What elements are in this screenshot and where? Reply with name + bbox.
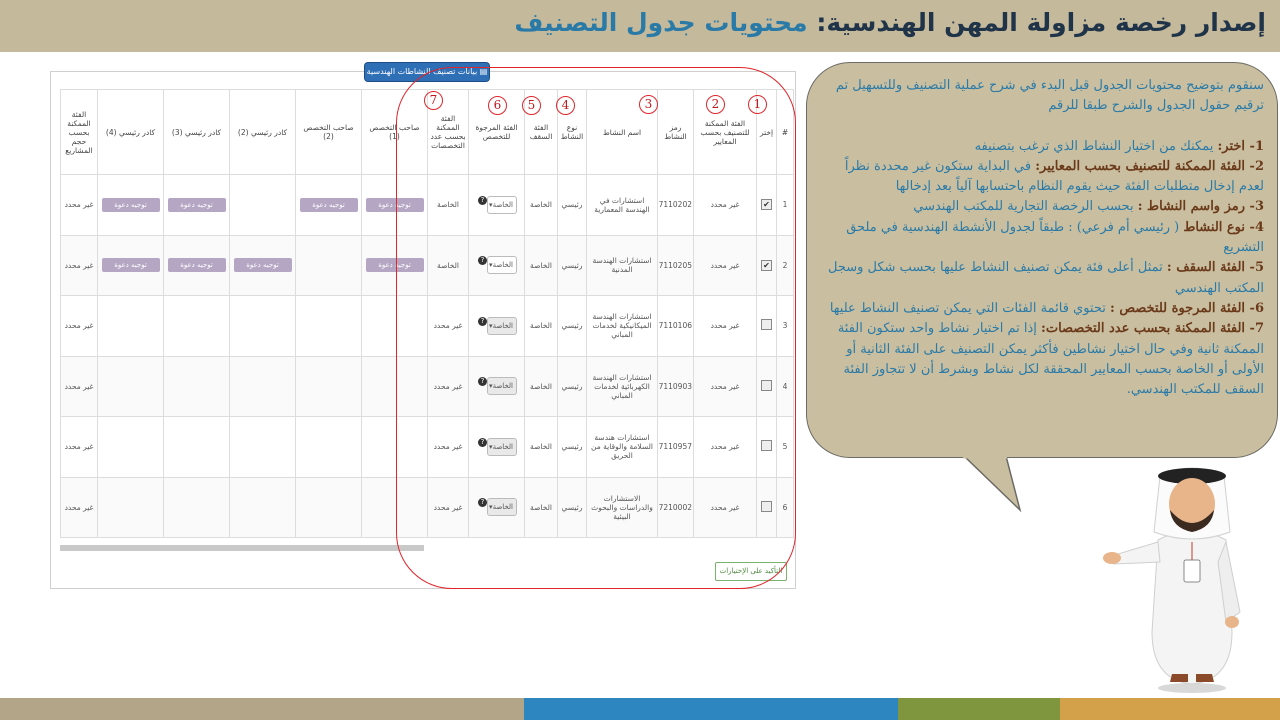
- footer-segment-4: [1060, 698, 1280, 720]
- table-header-cell: اسم النشاط: [587, 90, 658, 175]
- table-header-cell: الفئة الممكنة بحسب حجم المشاريع: [61, 90, 98, 175]
- cell-type: رئيسي: [558, 296, 587, 357]
- cell-type: رئيسي: [558, 235, 587, 296]
- page-title: [514, 8, 1266, 37]
- bubble-intro: سنقوم بتوضيح محتويات الجدول قبل البدء في شرح عملية التصنيف وللتسهيل تم ترقيم حقول الجدول والشرح طبقا للرقم: [835, 78, 1264, 114]
- cell-type: رئيسي: [558, 417, 587, 478]
- marker-3: 3: [639, 95, 658, 114]
- help-icon[interactable]: ?: [478, 377, 487, 386]
- footer-bar: [0, 698, 1280, 720]
- bubble-text: [822, 76, 1264, 400]
- cell-name: استشارات في الهندسة المعمارية: [587, 175, 658, 236]
- bubble-item-text: في البداية ستكون غير محددة نظراً لعدم إدخال متطلبات الفئة حيث يقوم النظام باحتسابها آلياً بعد إدخالها: [844, 158, 1264, 195]
- send-invite-button[interactable]: توجيه دعوة: [234, 258, 292, 272]
- invite-cell: [230, 417, 296, 478]
- title-part-1: إصدار رخصة مزاولة المهن الهندسية:: [816, 8, 1266, 37]
- cell-n: 6: [777, 477, 794, 538]
- cell-code: 7110957: [658, 417, 694, 478]
- cell-cat-criteria: غير محدد: [694, 296, 757, 357]
- title-part-2: محتويات جدول التصنيف: [514, 8, 808, 37]
- cell-code: 7110205: [658, 235, 694, 296]
- table-header-cell: الفئة السقف: [525, 90, 558, 175]
- speech-bubble-tail: [958, 456, 1028, 516]
- cell-cat-criteria: غير محدد: [694, 235, 757, 296]
- cell-by-size: غير محدد: [61, 417, 98, 478]
- cell-n: 2: [777, 235, 794, 296]
- help-icon[interactable]: ?: [478, 317, 487, 326]
- marker-7: 7: [424, 91, 443, 110]
- table-header-cell: الفئة الممكنة بحسب عدد التخصصات: [428, 90, 469, 175]
- table-header-cell: كادر رئيسي (2): [230, 90, 296, 175]
- classification-tab-label: بيانات تصنيف النشاطات الهندسية: [366, 67, 478, 76]
- desired-category-value: الخاصة: [492, 503, 513, 512]
- cell-ceiling: الخاصة: [525, 356, 558, 417]
- bubble-item: [822, 157, 1264, 198]
- header-bar: [0, 0, 1280, 52]
- chevron-down-icon: ▾: [489, 503, 493, 512]
- table-header-cell: الفئة المرجوة للتخصص: [469, 90, 525, 175]
- cell-by-specs: غير محدد: [428, 477, 469, 538]
- invite-cell: [296, 296, 362, 357]
- table-header-cell: إختر: [757, 90, 777, 175]
- cell-cat-criteria: غير محدد: [694, 477, 757, 538]
- bubble-item-label: 7- الفئة الممكنة بحسب عدد التخصصات:: [1041, 321, 1264, 337]
- bubble-item-label: 3- رمز واسم النشاط :: [1137, 199, 1264, 215]
- bubble-item-text: تحتوي قائمة الفئات التي يمكن تصنيف النشاط عليها: [829, 300, 1110, 316]
- cell-by-specs: الخاصة: [428, 175, 469, 236]
- cell-cat-criteria: غير محدد: [694, 356, 757, 417]
- select-checkbox[interactable]: ✔: [761, 260, 772, 271]
- chevron-down-icon: ▾: [489, 442, 493, 451]
- cell-name: استشارات هندسة السلامة والوقاية من الحريق: [587, 417, 658, 478]
- invite-cell: [98, 296, 164, 357]
- table-header-cell: صاحب التخصص (2): [296, 90, 362, 175]
- send-invite-button[interactable]: توجيه دعوة: [102, 258, 160, 272]
- desired-category-value: الخاصة: [492, 261, 513, 270]
- bubble-item: [822, 319, 1264, 400]
- table-header-cell: #: [777, 90, 794, 175]
- document-icon: ▤: [477, 67, 488, 76]
- bubble-item-label: 1- اختر:: [1217, 138, 1264, 154]
- send-invite-button[interactable]: توجيه دعوة: [168, 198, 226, 212]
- cell-ceiling: الخاصة: [525, 235, 558, 296]
- select-checkbox[interactable]: ✔: [761, 199, 772, 210]
- table-header-cell: رمز النشاط: [658, 90, 694, 175]
- bubble-item-label: 4- نوع النشاط: [1183, 219, 1264, 235]
- bubble-item-text: ( رئيسي أم فرعي) : طبقاً لجدول الأنشطة الهندسية في ملحق التشريع: [846, 219, 1264, 256]
- help-icon[interactable]: ?: [478, 196, 487, 205]
- invite-cell: [164, 417, 230, 478]
- table-header-cell: صاحب التخصص (1): [362, 90, 428, 175]
- chevron-down-icon: ▾: [489, 200, 493, 209]
- invite-cell: [230, 477, 296, 538]
- cell-n: 5: [777, 417, 794, 478]
- cell-code: 7210002: [658, 477, 694, 538]
- table-header-cell: نوع النشاط: [558, 90, 587, 175]
- invite-cell: [296, 356, 362, 417]
- cell-cat-criteria: غير محدد: [694, 417, 757, 478]
- cell-by-size: غير محدد: [61, 175, 98, 236]
- bubble-item: [822, 258, 1264, 299]
- cell-by-specs: الخاصة: [428, 235, 469, 296]
- invite-cell: [164, 296, 230, 357]
- marker-6: 6: [488, 96, 507, 115]
- send-invite-button[interactable]: توجيه دعوة: [366, 258, 424, 272]
- presenter-man-illustration: [1100, 462, 1270, 694]
- table-header-cell: كادر رئيسي (3): [164, 90, 230, 175]
- invite-cell: [230, 235, 296, 296]
- table-header-cell: كادر رئيسي (4): [98, 90, 164, 175]
- invite-cell: [98, 356, 164, 417]
- invite-cell: [296, 477, 362, 538]
- help-icon[interactable]: ?: [478, 256, 487, 265]
- cell-by-size: غير محدد: [61, 477, 98, 538]
- cell-by-specs: غير محدد: [428, 417, 469, 478]
- horizontal-scrollbar[interactable]: [60, 545, 424, 551]
- bubble-item: [822, 299, 1264, 319]
- help-icon[interactable]: ?: [478, 438, 487, 447]
- cell-name: الاستشارات والدراسات والبحوث البيئية: [587, 477, 658, 538]
- invite-cell: [230, 175, 296, 236]
- desired-category-value: الخاصة: [492, 321, 513, 330]
- bubble-item-text: بحسب الرخصة التجارية للمكتب الهندسي: [913, 199, 1138, 215]
- bubble-item-label: 2- الفئة الممكنة للتصنيف بحسب المعايير:: [1035, 158, 1264, 174]
- cell-ceiling: الخاصة: [525, 477, 558, 538]
- bubble-item-label: 5- الفئة السقف :: [1166, 260, 1264, 276]
- chevron-down-icon: ▾: [489, 261, 493, 270]
- cell-n: 3: [777, 296, 794, 357]
- chevron-down-icon: ▾: [489, 321, 493, 330]
- invite-cell: [296, 235, 362, 296]
- desired-category-value: الخاصة: [492, 200, 513, 209]
- send-invite-button[interactable]: توجيه دعوة: [102, 198, 160, 212]
- cell-ceiling: الخاصة: [525, 417, 558, 478]
- cell-code: 7110202: [658, 175, 694, 236]
- cell-name: استشارات الهندسة الكهربائية لخدمات المباني: [587, 356, 658, 417]
- highlight-oval: [396, 67, 796, 589]
- cell-ceiling: الخاصة: [525, 175, 558, 236]
- send-invite-button[interactable]: توجيه دعوة: [168, 258, 226, 272]
- cell-by-size: غير محدد: [61, 235, 98, 296]
- cell-name: استشارات الهندسة المدنية: [587, 235, 658, 296]
- cell-by-specs: غير محدد: [428, 296, 469, 357]
- footer-segment-1: [0, 698, 524, 720]
- bubble-item-text: تمثل أعلى فئة يمكن تصنيف النشاط عليها بحسب شكل وسجل المكتب الهندسي: [827, 260, 1264, 296]
- bubble-item-text: يمكنك من اختيار النشاط الذي ترغب بتصنيفه: [974, 138, 1218, 154]
- table-header-cell: الفئة الممكنة للتصنيف بحسب المعايير: [694, 90, 757, 175]
- invite-cell: [98, 235, 164, 296]
- cell-cat-criteria: غير محدد: [694, 175, 757, 236]
- desired-category-value: الخاصة: [492, 442, 513, 451]
- cell-type: رئيسي: [558, 356, 587, 417]
- marker-2: 2: [706, 95, 725, 114]
- marker-5: 5: [522, 96, 541, 115]
- invite-cell: [296, 417, 362, 478]
- bubble-item: [822, 137, 1264, 157]
- cell-name: استشارات الهندسة الميكانيكية لخدمات المباني: [587, 296, 658, 357]
- invite-cell: [230, 296, 296, 357]
- cell-code: 7110903: [658, 356, 694, 417]
- invite-cell: [164, 235, 230, 296]
- invite-cell: [98, 417, 164, 478]
- marker-4: 4: [556, 96, 575, 115]
- marker-1: 1: [748, 95, 767, 114]
- desired-category-value: الخاصة: [492, 382, 513, 391]
- send-invite-button[interactable]: توجيه دعوة: [366, 198, 424, 212]
- bubble-item: [822, 197, 1264, 217]
- invite-cell: [164, 356, 230, 417]
- footer-segment-3: [898, 698, 1060, 720]
- cell-n: 1: [777, 175, 794, 236]
- cell-type: رئيسي: [558, 477, 587, 538]
- cell-ceiling: الخاصة: [525, 296, 558, 357]
- cell-by-size: غير محدد: [61, 356, 98, 417]
- bubble-item-text: إذا تم اختيار نشاط واحد ستكون الفئة الممكنة ثانية وفي حال اختيار نشاطين فأكثر يمكن التصنيف على الفئة الثانية أو الأولى أو الخاصة بحسب المعايير المحققة لكل نشاط وبشرط أن لا تتجاوز الفئة السقف للمكتب الهندسي.: [837, 321, 1264, 398]
- invite-cell: [296, 175, 362, 236]
- confirm-selections-button[interactable]: التأكيد على الإختيارات: [715, 562, 787, 581]
- invite-cell: [164, 175, 230, 236]
- invite-cell: [98, 477, 164, 538]
- bubble-item: [822, 218, 1264, 259]
- bubble-item-label: 6- الفئة المرجوة للتخصص :: [1110, 300, 1264, 316]
- invite-cell: [164, 477, 230, 538]
- invite-cell: [98, 175, 164, 236]
- invite-cell: [230, 356, 296, 417]
- cell-by-specs: غير محدد: [428, 356, 469, 417]
- help-icon[interactable]: ?: [478, 498, 487, 507]
- cell-type: رئيسي: [558, 175, 587, 236]
- chevron-down-icon: ▾: [489, 382, 493, 391]
- cell-n: 4: [777, 356, 794, 417]
- cell-code: 7110106: [658, 296, 694, 357]
- cell-by-size: غير محدد: [61, 296, 98, 357]
- footer-segment-2: [524, 698, 898, 720]
- send-invite-button[interactable]: توجيه دعوة: [300, 198, 358, 212]
